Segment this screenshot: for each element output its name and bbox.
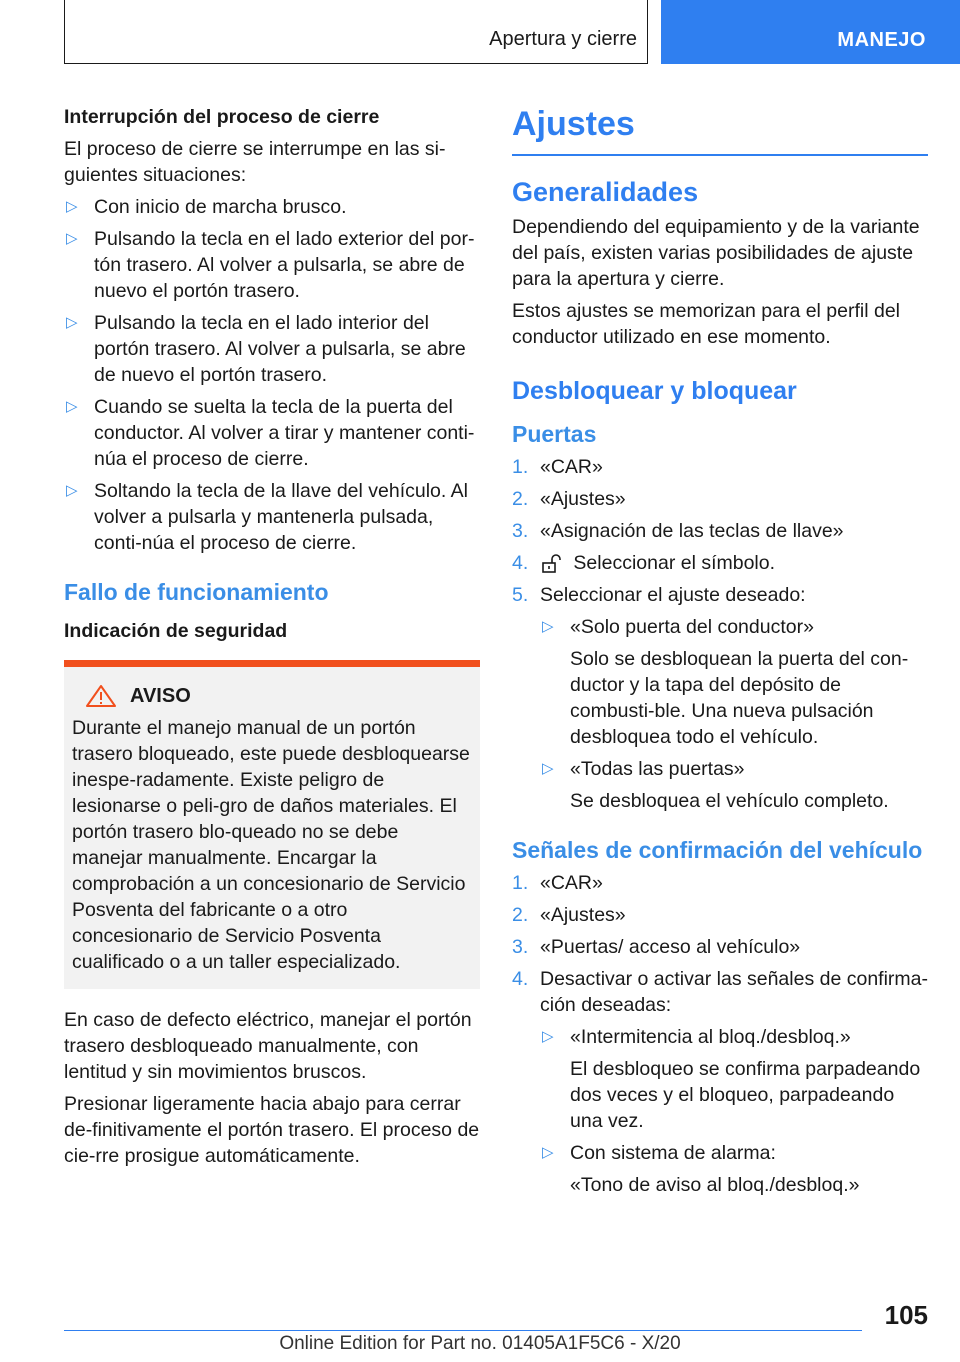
step-number: 1. [512, 456, 529, 478]
header-section-box [64, 0, 648, 64]
step-text: Desactivar o activar las señales de confirma-ción deseadas: [540, 968, 928, 1016]
heading-safety: Indicación de seguridad [64, 620, 288, 642]
warning-title: AVISO [130, 685, 191, 707]
triangle-bullet-icon: ▷ [542, 1028, 554, 1045]
triangle-bullet-icon: ▷ [66, 482, 78, 499]
list-item [64, 194, 480, 220]
list-item-text: Con inicio de marcha brusco. [94, 196, 347, 218]
step-number: 4. [512, 552, 529, 574]
list-item-text: Pulsando la tecla en el lado interior del portón trasero. Al volver a pulsarla, se abre de nuevo el portón trasero. [94, 312, 466, 386]
left-column [64, 104, 480, 1175]
option-description: Solo se desbloquean la puerta del con-ductor y la tapa del depósito de combusti-ble. Una nueva pulsación desbloquea todo el vehículo. [570, 648, 909, 748]
list-item-text: Pulsando la tecla en el lado exterior del por-tón trasero. Al volver a pulsarla, se abre de nuevo el portón trasero. [94, 228, 475, 302]
list-item [512, 454, 928, 480]
unlock-padlock-icon [540, 553, 562, 575]
page-title: Ajustes [512, 105, 635, 143]
option-description: El desbloqueo se confirma parpadeando dos veces y el bloqueo, parpadeando una vez. [570, 1058, 921, 1132]
step-number: 3. [512, 520, 529, 542]
step-number: 5. [512, 584, 529, 606]
paragraph-general-2: Estos ajustes se memorizan para el perfil del conductor utilizado en ese momento. [512, 300, 901, 348]
step-number: 2. [512, 488, 529, 510]
triangle-bullet-icon: ▷ [66, 398, 78, 415]
list-item [512, 582, 928, 608]
step-text: «Ajustes» [540, 488, 626, 510]
list-item [512, 614, 928, 640]
list-item [64, 478, 480, 556]
step-text: «Ajustes» [540, 904, 626, 926]
option-label: «Todas las puertas» [570, 758, 745, 780]
warning-triangle-icon [84, 684, 118, 708]
list-item [512, 934, 928, 960]
list-item [512, 1024, 928, 1050]
step-text: Seleccionar el símbolo. [573, 552, 776, 574]
list-item [64, 394, 480, 472]
list-item [64, 226, 480, 304]
option-description: Se desbloquea el vehículo completo. [570, 790, 889, 812]
header-chapter-tab [661, 0, 960, 64]
step-number: 4. [512, 968, 529, 990]
warning-text: Durante el manejo manual de un portón trasero bloqueado, este puede desbloquearse inespe-radamente. Existe peligro de lesionarse o peli-gro de daños materiales. El portón trasero blo-queado no se debe manejar manualmente. Encargar la comprobación a un concesionario de Servicio Posventa del fabricante o a otro concesionario de Servicio Posventa cualificado o a un taller especializado. [72, 717, 470, 973]
list-item [512, 902, 928, 928]
heading-unlock-lock: Desbloquear y bloquear [512, 377, 797, 405]
list-item [512, 518, 928, 544]
page-number: 105 [884, 1300, 928, 1330]
header-chapter-title: MANEJO [837, 29, 926, 51]
triangle-bullet-icon: ▷ [542, 760, 554, 777]
list-item [64, 310, 480, 388]
step-number: 3. [512, 936, 529, 958]
option-description: «Tono de aviso al bloq./desbloq.» [570, 1174, 860, 1196]
step-number: 1. [512, 872, 529, 894]
option-label: Con sistema de alarma: [570, 1142, 776, 1164]
step-number: 2. [512, 904, 529, 926]
paragraph-defect: En caso de defecto eléctrico, manejar el portón trasero desbloqueado manualmente, con lentitud y sin movimientos bruscos. [64, 1009, 472, 1083]
header-section-title: Apertura y cierre [489, 28, 637, 50]
heading-interrupt: Interrupción del proceso de cierre [64, 106, 380, 128]
right-column [512, 104, 928, 1204]
step-text: «Asignación de las teclas de llave» [540, 520, 844, 542]
heading-doors: Puertas [512, 421, 597, 447]
heading-signals: Señales de confirmación del vehículo [512, 837, 923, 863]
list-item-text: Cuando se suelta la tecla de la puerta del conductor. Al volver a tirar y mantener conti-núa el proceso de cierre. [94, 396, 475, 470]
title-divider [512, 154, 928, 156]
list-item [512, 550, 928, 576]
list-item [512, 966, 928, 1018]
triangle-bullet-icon: ▷ [66, 314, 78, 331]
triangle-bullet-icon: ▷ [66, 198, 78, 215]
triangle-bullet-icon: ▷ [66, 230, 78, 247]
list-item-text: Soltando la tecla de la llave del vehículo. Al volver a pulsarla y mantenerla pulsada, conti-núa el proceso de cierre. [94, 480, 468, 554]
heading-general: Generalidades [512, 177, 699, 207]
triangle-bullet-icon: ▷ [542, 1144, 554, 1161]
footer-divider [64, 1330, 862, 1331]
warning-header [72, 683, 472, 709]
step-text: «Puertas/ acceso al vehículo» [540, 936, 801, 958]
footer-edition: Online Edition for Part no. 01405A1F5C6 - X/20 [279, 1333, 681, 1354]
option-label: «Intermitencia al bloq./desbloq.» [570, 1026, 851, 1048]
step-text: «CAR» [540, 456, 603, 478]
list-item [512, 870, 928, 896]
paragraph-press: Presionar ligeramente hacia abajo para cerrar de-finitivamente el portón trasero. El proceso de cie-rre prosigue automáticamente. [64, 1093, 480, 1167]
step-text: «CAR» [540, 872, 603, 894]
triangle-bullet-icon: ▷ [542, 618, 554, 635]
warning-box [64, 660, 480, 989]
list-item [512, 756, 928, 782]
option-label: «Solo puerta del conductor» [570, 616, 814, 638]
paragraph-interrupt: El proceso de cierre se interrumpe en las si-guientes situaciones: [64, 138, 446, 186]
step-text: Seleccionar el ajuste deseado: [540, 584, 806, 606]
heading-malfunction: Fallo de funcionamiento [64, 579, 329, 605]
list-item [512, 1140, 928, 1166]
list-item [512, 486, 928, 512]
paragraph-general-1: Dependiendo del equipamiento y de la variante del país, existen varias posibilidades de ajuste para la apertura y cierre. [512, 216, 920, 290]
